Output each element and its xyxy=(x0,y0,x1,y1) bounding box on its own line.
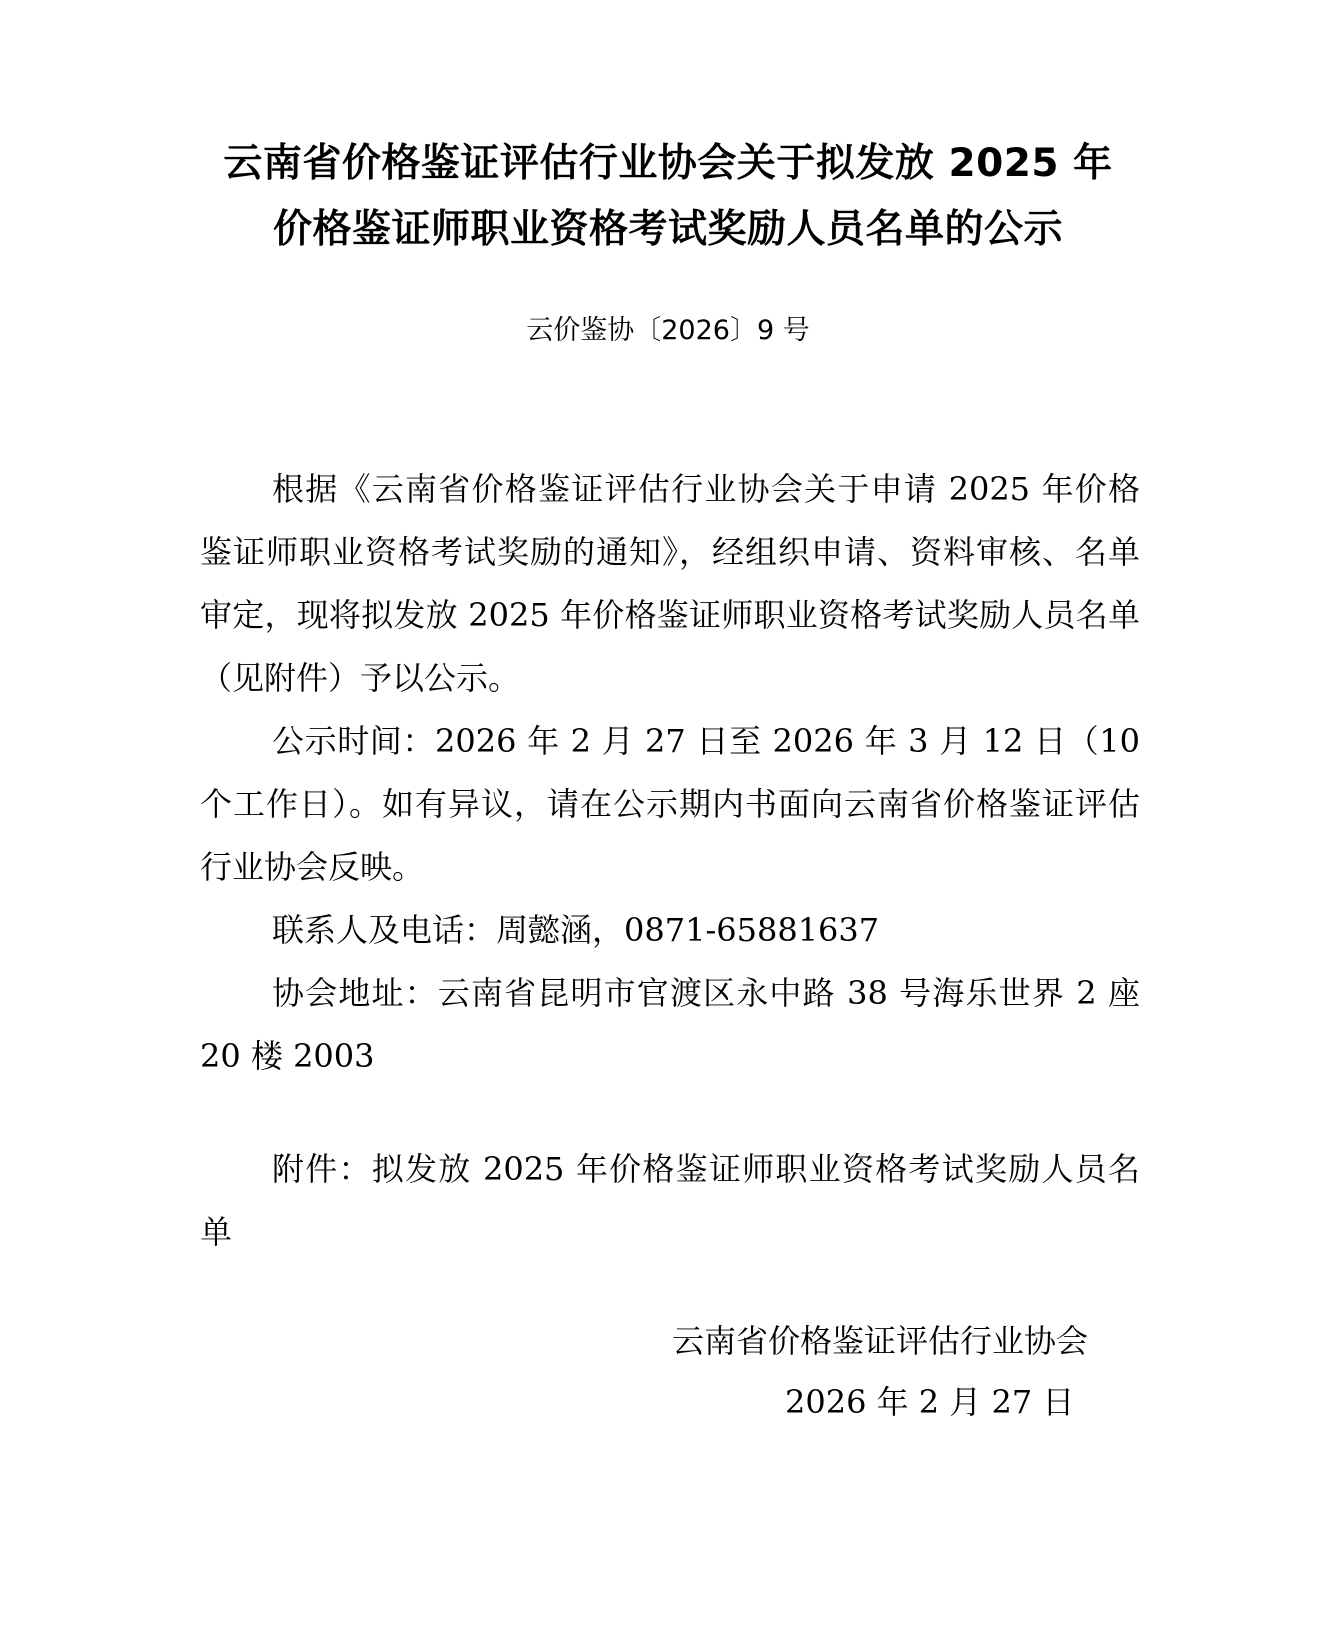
document-title-line-1: 云南省价格鉴证评估行业协会关于拟发放 2025 年 xyxy=(223,141,1113,186)
body-paragraph-basis: 根据《云南省价格鉴证评估行业协会关于申请 2025 年价格鉴证师职业资格考试奖励的通知》，经组织申请、资料审核、名单审定，现将拟发放 2025 年价格鉴证师职业资格考试奖励人员名单（见附件）予以公示。 xyxy=(200,470,1140,697)
body-paragraph-period: 公示时间：2026 年 2 月 27 日至 2026 年 3 月 12 日（10 个工作日）。如有异议，请在公示期内书面向云南省价格鉴证评估行业协会反映。 xyxy=(200,722,1140,886)
document-attachment-block xyxy=(200,1138,1140,1264)
attachment-note: 附件：拟发放 2025 年价格鉴证师职业资格考试奖励人员名单 xyxy=(200,1150,1140,1251)
document-body xyxy=(200,458,1140,1088)
body-paragraph-address: 协会地址：云南省昆明市官渡区永中路 38 号海乐世界 2 座 20 楼 2003 xyxy=(200,974,1140,1075)
signature-organization: 云南省价格鉴证评估行业协会 xyxy=(672,1322,1089,1360)
document-number: 云价鉴协〔2026〕9 号 xyxy=(526,315,810,346)
signature-date: 2026 年 2 月 27 日 xyxy=(785,1383,1075,1421)
body-paragraph-contact: 联系人及电话：周懿涵，0871-65881637 xyxy=(272,911,880,949)
document-title-line-2: 价格鉴证师职业资格考试奖励人员名单的公示 xyxy=(272,207,1063,252)
